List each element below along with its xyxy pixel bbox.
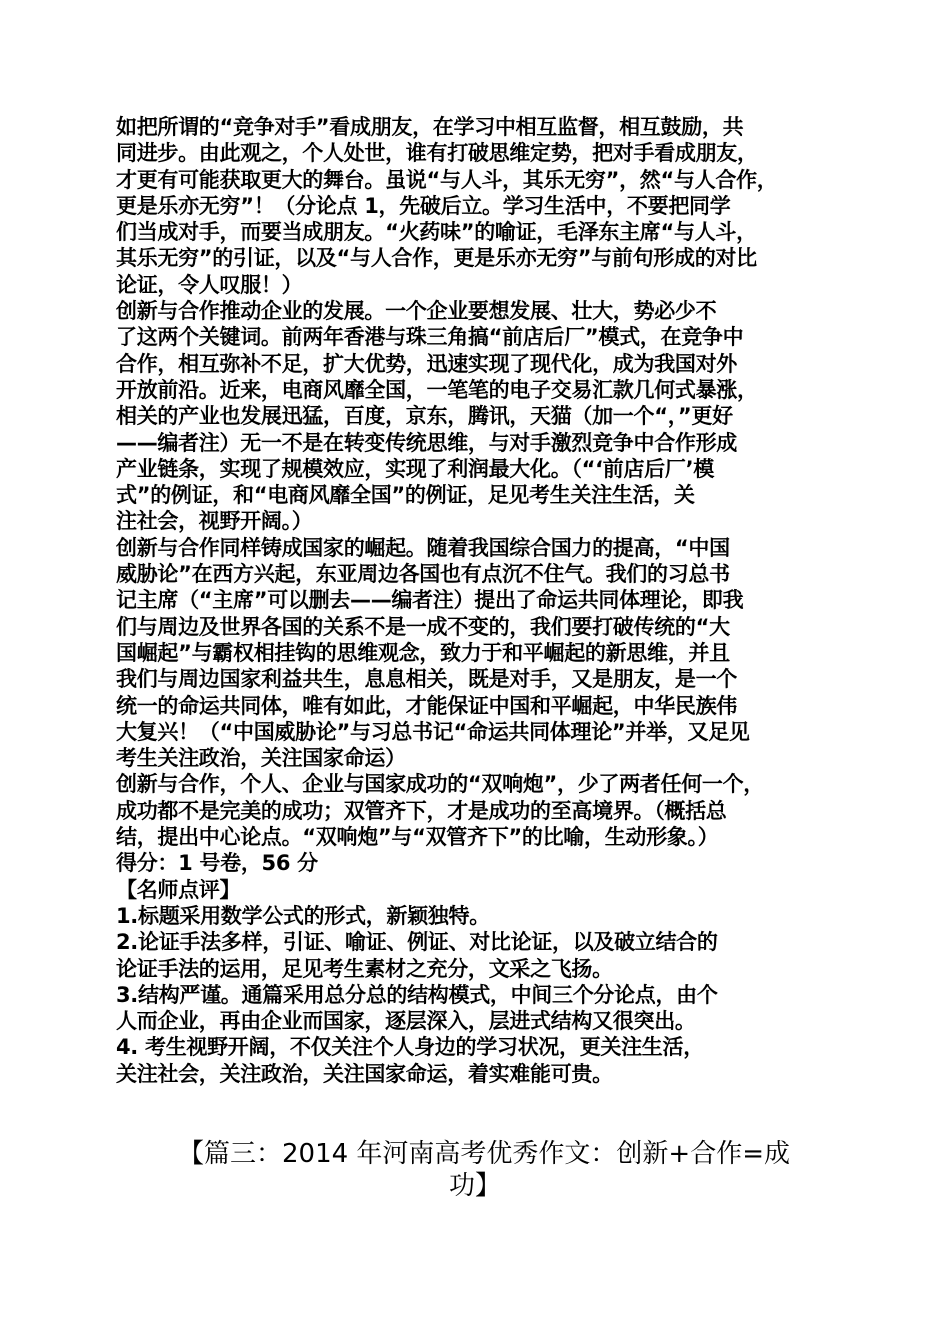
text-line: 结，提出中心论点。“双响炮”与“双管齐下”的比喻，生动形象。）	[116, 825, 719, 850]
text-line: 其乐无穷”的引证，以及“与人合作，更是乐亦无穷”与前句形成的对比	[116, 246, 757, 271]
section-title-line-2: 功】	[448, 1171, 501, 1201]
text-line: 了这两个关键词。前两年香港与珠三角搞“前店后厂”模式，在竞争中	[116, 325, 744, 350]
section-title-line-1: 【篇三：2014 年河南高考优秀作文：创新+合作=成	[177, 1139, 790, 1169]
section-title	[0, 1138, 950, 1202]
text-line: 【名师点评】	[116, 877, 241, 902]
text-line: 产业链条，实现了规模效应，实现了利润最大化。（“‘前店后厂’模	[116, 456, 714, 481]
text-line: 如把所谓的“竞争对手”看成朋友，在学习中相互监督，相互鼓励，共	[116, 115, 744, 139]
text-line: 们与周边及世界各国的关系不是一成不变的，我们要打破传统的“大	[116, 614, 730, 639]
text-line: 合作，相互弥补不足，扩大优势，迅速实现了现代化，成为我国对外	[116, 351, 737, 376]
text-line: 统一的命运共同体，唯有如此，才能保证中国和平崛起，中华民族伟	[116, 693, 737, 718]
text-line: 创新与合作同样铸成国家的崛起。随着我国综合国力的提高，“中国	[116, 535, 730, 560]
text-line: 更是乐亦无穷”！（分论点 1，先破后立。学习生活中，不要把同学	[116, 193, 731, 218]
text-line: 成功都不是完美的成功；双管齐下，才是成功的至高境界。（概括总	[116, 798, 727, 823]
text-line: 国崛起”与霸权相挂钩的思维观念，致力于和平崛起的新思维，并且	[116, 640, 730, 665]
text-line: 考生关注政治，关注国家命运）	[116, 746, 406, 771]
text-line: 记主席（“主席”可以删去——编者注）提出了命运共同体理论，即我	[116, 588, 744, 613]
text-line: ——编者注）无一不是在转变传统思维，与对手激烈竞争中合作形成	[116, 430, 737, 455]
text-line: 创新与合作，个人、企业与国家成功的“双响炮”，少了两者任何一个，	[116, 772, 765, 797]
essay-body	[116, 114, 856, 1087]
text-line: 同进步。由此观之，个人处世，谁有打破思维定势，把对手看成朋友，	[116, 141, 758, 166]
text-line: 2.论证手法多样，引证、喻证、例证、对比论证，以及破立结合的	[116, 930, 718, 955]
text-line: 关注社会，关注政治，关注国家命运，着实难能可贵。	[116, 1061, 613, 1086]
text-line: 大复兴！（“中国威胁论”与习总书记“命运共同体理论”并举，又足见	[116, 719, 750, 744]
text-line: 我们与周边国家利益共生，息息相关，既是对手，又是朋友，是一个	[116, 667, 737, 692]
text-line: 开放前沿。近来，电商风靡全国，一笔笔的电子交易汇款几何式暴涨，	[116, 377, 758, 402]
text-line: 1.标题采用数学公式的形式，新颖独特。	[116, 903, 490, 928]
text-line: 注社会，视野开阔。）	[116, 509, 313, 534]
text-line: 们当成对手，而要当成朋友。“火药味”的喻证，毛泽东主席“与人斗，	[116, 220, 757, 245]
text-line: 创新与合作推动企业的发展。一个企业要想发展、壮大，势必少不	[116, 299, 717, 324]
text-line: 式”的例证，和“电商风靡全国”的例证，足见考生关注生活，关	[116, 483, 695, 508]
text-line: 4. 考生视野开阔，不仅关注个人身边的学习状况，更关注生活，	[116, 1035, 704, 1060]
text-line: 才更有可能获取更大的舞台。虽说“与人斗，其乐无穷”，然“与人合作，	[116, 167, 778, 192]
text-line: 论证手法的运用，足见考生素材之充分，文采之飞扬。	[116, 956, 613, 981]
text-line: 人而企业，再由企业而国家，逐层深入，层进式结构又很突出。	[116, 1009, 696, 1034]
text-line: 论证，令人叹服！）	[116, 272, 303, 297]
text-line: 3.结构严谨。通篇采用总分总的结构模式，中间三个分论点，由个	[116, 982, 718, 1007]
text-line: 相关的产业也发展迅猛，百度，京东，腾讯，天猫（加一个“，”更好	[116, 404, 733, 429]
text-line: 威胁论”在西方兴起，东亚周边各国也有点沉不住气。我们的习总书	[116, 562, 730, 587]
text-line: 得分：1 号卷，56 分	[116, 851, 318, 876]
